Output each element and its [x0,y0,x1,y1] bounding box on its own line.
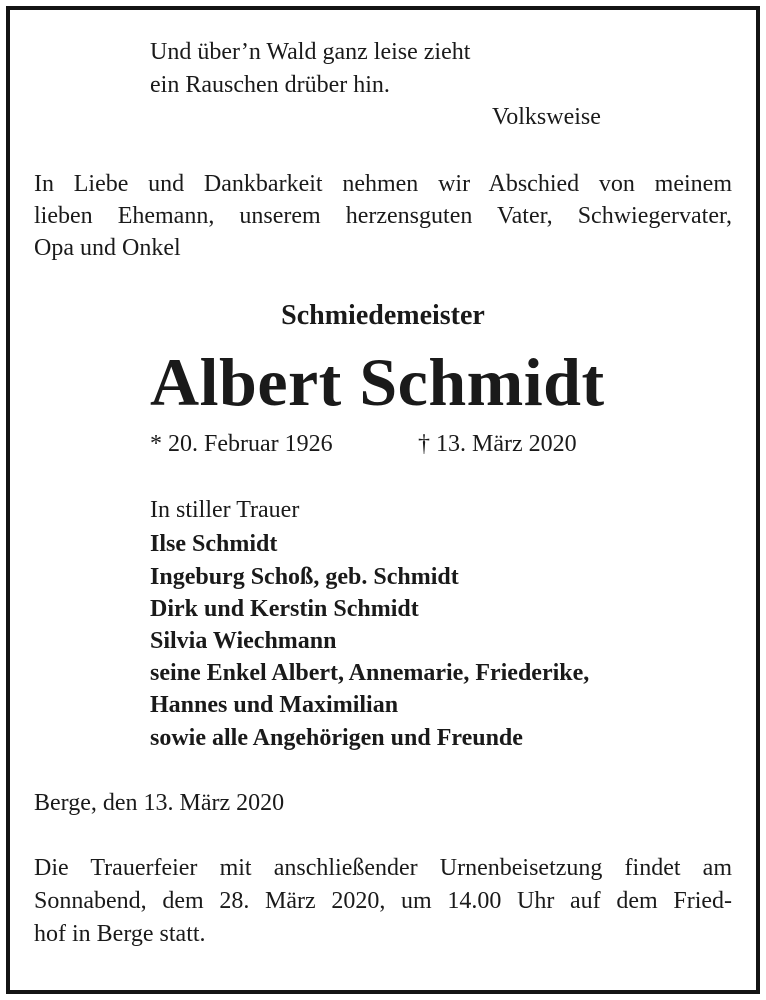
mourner-name: Hannes und Maximilian [150,692,399,718]
intro-line-2: lieben Ehemann, unserem herzensguten Vater, Schwiegervater, [34,203,732,229]
death-date: † 13. März 2020 [418,431,577,457]
intro-line-1: In Liebe und Dankbarkeit nehmen wir Abschied von meinem [34,171,732,197]
deceased-name: Albert Schmidt [150,344,605,420]
poem-author: Volksweise [492,104,601,130]
mourner-name: Ilse Schmidt [150,531,278,557]
deceased-profession: Schmiedemeister [281,300,485,331]
place-date: Berge, den 13. März 2020 [34,790,285,816]
birth-date: * 20. Februar 1926 [150,431,333,457]
poem-line-1: Und über’n Wald ganz leise zieht [150,39,471,65]
intro-line-3: Opa und Onkel [34,235,181,261]
poem-line-2: ein Rauschen drüber hin. [150,72,390,98]
mourning-heading: In stiller Trauer [150,497,300,523]
mourner-name: Ingeburg Schoß, geb. Schmidt [150,564,459,590]
funeral-notice-line-3: hof in Berge statt. [34,921,206,947]
funeral-notice-line-2: Sonnabend, dem 28. März 2020, um 14.00 Uhr auf dem Fried- [34,888,732,914]
mourner-name: seine Enkel Albert, Annemarie, Friederike, [150,660,590,686]
mourner-name: Dirk und Kerstin Schmidt [150,596,419,622]
mourner-name: Silvia Wiechmann [150,628,337,654]
notice-border [6,6,760,994]
mourner-name: sowie alle Angehörigen und Freunde [150,725,523,751]
funeral-notice-line-1: Die Trauerfeier mit anschließender Urnenbeisetzung findet am [34,855,732,881]
